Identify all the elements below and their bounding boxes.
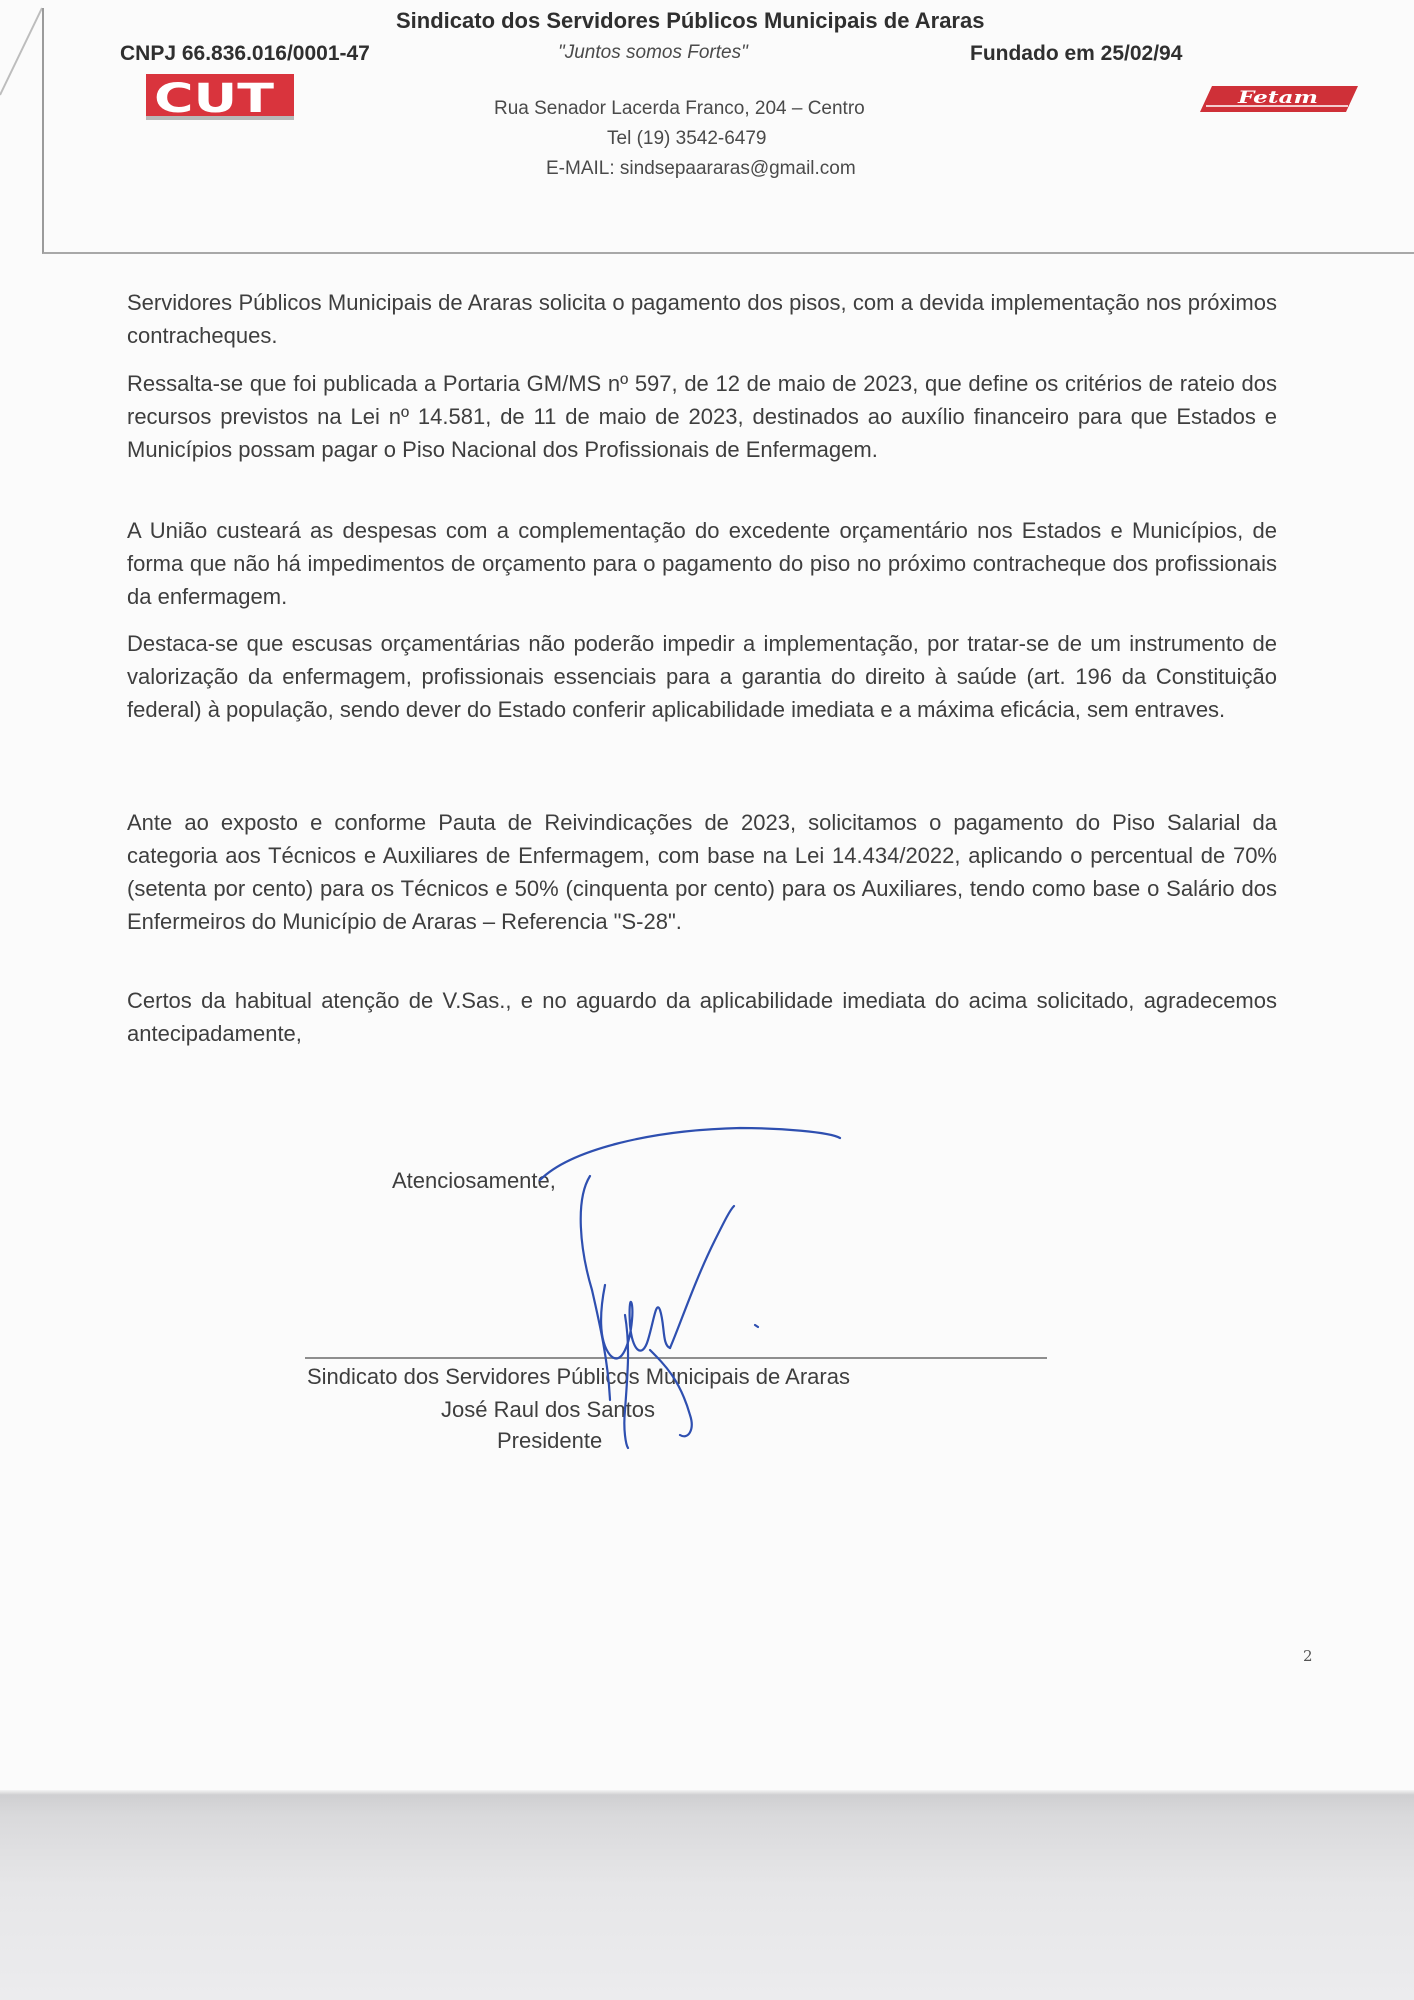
paragraph-2: Ressalta-se que foi publicada a Portaria GM/MS nº 597, de 12 de maio de 2023, que define os critérios de rateio dos recursos previstos na Lei nº 14.581, de 11 de maio de 2023, destinados ao auxílio financeiro para que Estados e Municípios possam pagar o Piso Nacional dos Profissionais de Enfermagem.	[127, 371, 1277, 462]
page-number: 2	[1303, 1647, 1313, 1665]
handwritten-signature	[530, 1110, 870, 1450]
paragraph-1: Servidores Públicos Municipais de Araras solicita o pagamento dos pisos, com a devida implementação nos próximos contracheques.	[127, 290, 1277, 348]
letterhead-address: Rua Senador Lacerda Franco, 204 – Centro	[494, 98, 865, 119]
signature-role: Presidente	[497, 1428, 603, 1453]
signature-organization: Sindicato dos Servidores Públicos Municipais de Araras	[307, 1364, 850, 1389]
paragraph-5: Ante ao exposto e conforme Pauta de Reivindicações de 2023, solicitamos o pagamento do Piso Salarial da categoria aos Técnicos e Auxiliares de Enfermagem, com base na Lei 14.434/2022, aplicando o percentual de 70% (setenta por cento) para os Técnicos e 50% (cinquenta por cento) para os Auxiliares, tendo como base o Salário dos Enfermeiros do Município de Araras – Referencia "S-28".	[127, 810, 1277, 934]
letterhead-title: Sindicato dos Servidores Públicos Municipais de Araras	[396, 8, 985, 33]
signature-name: José Raul dos Santos	[441, 1397, 656, 1422]
paragraph-4: Destaca-se que escusas orçamentárias não poderão impedir a implementação, por tratar-se de um instrumento de valorização da enfermagem, profissionais essenciais para a garantia do direito à saúde (art. 196 da Constituição federal) à população, sendo dever do Estado conferir aplicabilidade imediata e a máxima eficácia, sem entraves.	[127, 631, 1277, 722]
letterhead-motto: "Juntos somos Fortes"	[558, 42, 748, 63]
cut-logo-text: CUT	[154, 76, 275, 122]
cut-logo	[146, 72, 298, 122]
letterhead-cnpj: CNPJ 66.836.016/0001-47	[120, 42, 370, 65]
closing-salutation: Atenciosamente,	[392, 1168, 556, 1193]
fetam-logo-text: Fetam	[1236, 88, 1318, 108]
paragraph-6: Certos da habitual atenção de V.Sas., e no aguardo da aplicabilidade imediata do acima solicitado, agradecemos antecipadamente,	[127, 988, 1277, 1046]
fetam-logo	[1198, 76, 1360, 122]
letterhead-phone: Tel (19) 3542-6479	[607, 128, 767, 149]
scan-background	[0, 1795, 1414, 2000]
letterhead-founded: Fundado em 25/02/94	[970, 42, 1183, 65]
letterhead-email: E-MAIL: sindsepaararas@gmail.com	[546, 158, 856, 179]
paragraph-3: A União custeará as despesas com a complementação do excedente orçamentário nos Estados e Municípios, de forma que não há impedimentos de orçamento para o pagamento do piso no próximo contracheque dos profissionais da enfermagem.	[127, 518, 1277, 609]
